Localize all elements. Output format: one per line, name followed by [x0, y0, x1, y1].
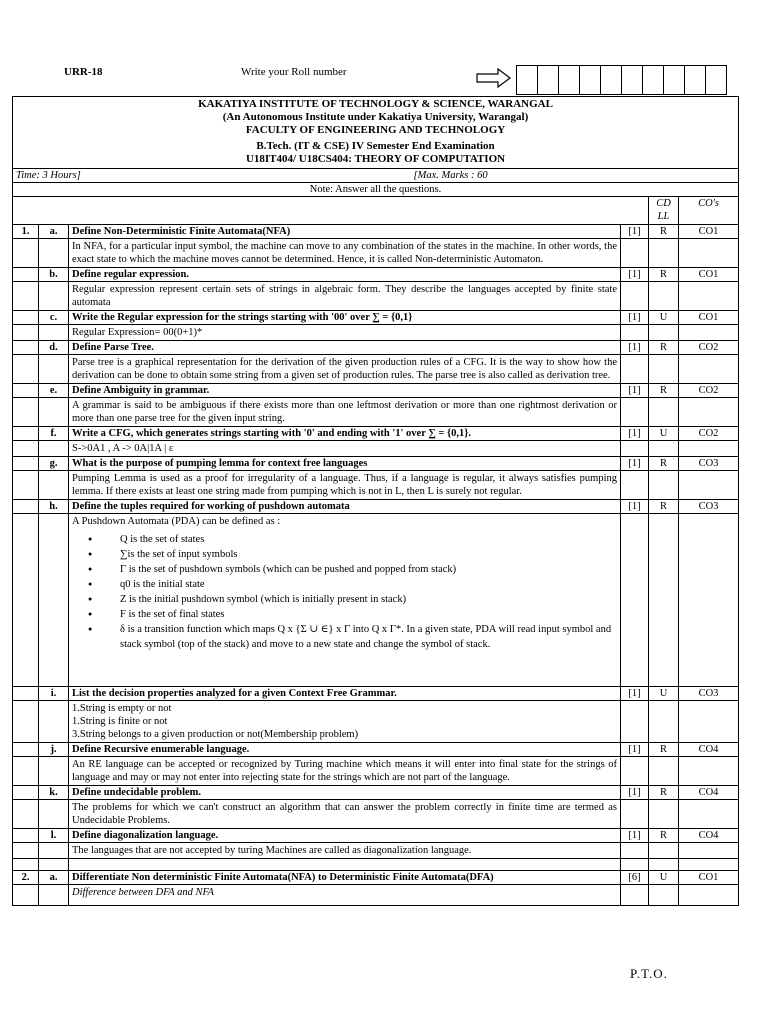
answer-row	[13, 514, 739, 687]
course-outcome: CO3	[679, 500, 739, 514]
question-row-e	[13, 384, 739, 398]
roll-box[interactable]	[621, 65, 642, 95]
roll-box[interactable]	[537, 65, 558, 95]
answer-text: Parse tree is a graphical representation for the derivation of the given production rules of a CFG. It is the way to show how the derivation can be done to obtain some string from a given set of production rules. The parse tree is also called as derivation tree.	[69, 355, 621, 384]
answer-text: The problems for which we can't construct an algorithm that can answer the problem correctly in finite time are termed as Undecidable Problems.	[69, 800, 621, 829]
marks: [1]	[621, 268, 649, 282]
cdll-level: R	[649, 268, 679, 282]
cdll-level: R	[649, 225, 679, 239]
list-item: 1.String is empty or not	[72, 703, 172, 714]
sub-question-letter: h.	[39, 500, 69, 514]
roll-box[interactable]	[579, 65, 600, 95]
list-item: 3.String belongs to a given production or not(Membership problem)	[72, 729, 359, 740]
course-outcome: CO2	[679, 341, 739, 355]
question-number	[13, 341, 39, 355]
course-outcome: CO1	[679, 871, 739, 885]
top-header	[0, 62, 768, 96]
cdll-level: R	[649, 786, 679, 800]
answer-row	[13, 355, 739, 384]
question-row-j	[13, 743, 739, 757]
marks: [1]	[621, 341, 649, 355]
answer-text	[69, 701, 621, 743]
question-row-2a	[13, 871, 739, 885]
question-text: Define Non-Deterministic Finite Automata(NFA)	[69, 225, 621, 239]
answer-row	[13, 885, 739, 906]
marks-label: [Max. Marks : 60	[413, 170, 488, 181]
answer-row	[13, 282, 739, 311]
cdll-level: U	[649, 427, 679, 441]
question-text: Define diagonalization language.	[69, 829, 621, 843]
roll-box[interactable]	[705, 65, 727, 95]
marks: [6]	[621, 871, 649, 885]
course-outcome: CO4	[679, 743, 739, 757]
course-outcome: CO1	[679, 311, 739, 325]
question-row-a	[13, 225, 739, 239]
question-row-c	[13, 311, 739, 325]
course-outcome: CO4	[679, 829, 739, 843]
roll-box[interactable]	[684, 65, 705, 95]
answer-text: An RE language can be accepted or recognized by Turing machine which means it will enter into final state for the strings of language and may or may not enter into rejecting state for the strings which are not part of the language.	[69, 757, 621, 786]
marks: [1]	[621, 687, 649, 701]
answer-row	[13, 398, 739, 427]
time-label: Time: 3 Hours]	[16, 170, 81, 181]
sub-question-letter: k.	[39, 786, 69, 800]
faculty-line: FACULTY OF ENGINEERING AND TECHNOLOGY	[245, 124, 506, 136]
institute-name: KAKATIYA INSTITUTE OF TECHNOLOGY & SCIENCE, WARANGAL	[198, 98, 553, 110]
question-row-d	[13, 341, 739, 355]
question-text: Write a CFG, which generates strings starting with '0' and ending with '1' over ∑ = {0,1}.	[69, 427, 621, 441]
list-item: ● ∑is the set of input symbols	[120, 547, 617, 562]
pda-tuple-list	[72, 532, 617, 652]
roll-box[interactable]	[663, 65, 684, 95]
question-text: Define Ambiguity in grammar.	[69, 384, 621, 398]
course-line: U18IT404/ U18CS404: THEORY OF COMPUTATION	[245, 153, 506, 165]
answer-text: Pumping Lemma is used as a proof for irregularity of a language. Thus, if a language is regular, it always satisfies pumping lemma. If there exists at least one string made from pumping which is not in L, then L is surely not regular.	[69, 471, 621, 500]
cdll-level: R	[649, 829, 679, 843]
answer-row	[13, 441, 739, 457]
list-item: ● Z is the initial pushdown symbol (which is initially present in stack)	[120, 592, 617, 607]
cdll-level: R	[649, 341, 679, 355]
autonomous-line: (An Autonomous Institute under Kakatiya University, Warangal)	[222, 111, 529, 123]
question-number	[13, 743, 39, 757]
right-arrow-icon	[476, 68, 512, 88]
question-number: 1.	[13, 225, 39, 239]
question-number	[13, 311, 39, 325]
question-number	[13, 457, 39, 471]
course-outcome: CO2	[679, 427, 739, 441]
cdll-level: R	[649, 384, 679, 398]
sub-question-letter: b.	[39, 268, 69, 282]
course-outcome: CO2	[679, 384, 739, 398]
marks: [1]	[621, 457, 649, 471]
answer-row	[13, 471, 739, 500]
answer-row	[13, 239, 739, 268]
answer-text: Difference between DFA and NFA	[69, 885, 621, 906]
marks: [1]	[621, 829, 649, 843]
list-item: 1.String is finite or not	[72, 716, 168, 727]
question-paper-table	[12, 96, 739, 906]
roll-box[interactable]	[558, 65, 579, 95]
answer-text: The languages that are not accepted by turing Machines are called as diagonalization language.	[69, 843, 621, 859]
question-number	[13, 687, 39, 701]
sub-question-letter: c.	[39, 311, 69, 325]
sub-question-letter: i.	[39, 687, 69, 701]
question-text: Define Recursive enumerable language.	[69, 743, 621, 757]
answer-text	[69, 514, 621, 687]
marks: [1]	[621, 427, 649, 441]
question-row-f	[13, 427, 739, 441]
question-row-i	[13, 687, 739, 701]
question-number	[13, 786, 39, 800]
cdll-level: R	[649, 743, 679, 757]
question-text: Write the Regular expression for the strings starting with '00' over ∑ = {0,1}	[69, 311, 621, 325]
list-item: ● F is the set of final states	[120, 607, 617, 622]
question-row-h	[13, 500, 739, 514]
list-item: ● δ is a transition function which maps Q x {Σ ∪ ∈} x Γ into Q x Γ*. In a given state, PDA will read input symbol and stack symbol (top of the stack) and move to a new state and change the symbol of stack.	[120, 622, 617, 652]
answer-row	[13, 701, 739, 743]
question-number	[13, 268, 39, 282]
roll-number-boxes[interactable]	[516, 65, 727, 95]
marks: [1]	[621, 384, 649, 398]
sub-question-letter: f.	[39, 427, 69, 441]
answer-row	[13, 757, 739, 786]
sub-question-letter: a.	[39, 871, 69, 885]
cdll-header: CD LL	[649, 197, 679, 225]
roll-box[interactable]	[600, 65, 621, 95]
pto-label: P.T.O.	[630, 966, 668, 981]
exam-line: B.Tech. (IT & CSE) IV Semester End Examination	[256, 140, 495, 152]
question-number	[13, 829, 39, 843]
marks: [1]	[621, 786, 649, 800]
cos-header: CO's	[679, 197, 739, 225]
question-number: 2.	[13, 871, 39, 885]
course-outcome: CO3	[679, 457, 739, 471]
question-text: Define the tuples required for working of pushdown automata	[69, 500, 621, 514]
question-text: Define Parse Tree.	[69, 341, 621, 355]
list-item: ● q0 is the initial state	[120, 577, 617, 592]
pda-intro: A Pushdown Automata (PDA) can be defined as :	[72, 516, 281, 527]
question-row-k	[13, 786, 739, 800]
question-row-b	[13, 268, 739, 282]
course-outcome: CO4	[679, 786, 739, 800]
note-row	[13, 183, 739, 197]
cdll-level: U	[649, 871, 679, 885]
question-text: What is the purpose of pumping lemma for context free languages	[69, 457, 621, 471]
roll-box[interactable]	[642, 65, 663, 95]
sub-question-letter: g.	[39, 457, 69, 471]
marks: [1]	[621, 311, 649, 325]
course-outcome: CO3	[679, 687, 739, 701]
cdll-level: R	[649, 500, 679, 514]
marks: [1]	[621, 500, 649, 514]
cdll-level: R	[649, 457, 679, 471]
cdll-level: U	[649, 687, 679, 701]
roll-number-prompt: Write your Roll number	[241, 66, 347, 78]
roll-box[interactable]	[516, 65, 537, 95]
question-number	[13, 384, 39, 398]
course-outcome: CO1	[679, 225, 739, 239]
sub-question-letter: l.	[39, 829, 69, 843]
course-outcome: CO1	[679, 268, 739, 282]
scheme-code: URR-18	[64, 66, 103, 78]
list-item: ● Q is the set of states	[120, 532, 617, 547]
list-item: ● Γ is the set of pushdown symbols (which can be pushed and popped from stack)	[120, 562, 617, 577]
column-header-row	[13, 197, 739, 225]
answer-row	[13, 843, 739, 859]
institute-header-row	[13, 97, 739, 169]
answer-row	[13, 325, 739, 341]
spacer-row	[13, 859, 739, 871]
question-row-l	[13, 829, 739, 843]
question-row-g	[13, 457, 739, 471]
question-text: List the decision properties analyzed for a given Context Free Grammar.	[69, 687, 621, 701]
sub-question-letter: a.	[39, 225, 69, 239]
time-marks-row	[13, 169, 739, 183]
note: Note: Answer all the questions.	[13, 183, 739, 197]
sub-question-letter: e.	[39, 384, 69, 398]
marks: [1]	[621, 225, 649, 239]
marks: [1]	[621, 743, 649, 757]
answer-text: A grammar is said to be ambiguous if there exists more than one leftmost derivation or more than one rightmost derivation or more than one parse tree for the given input string.	[69, 398, 621, 427]
answer-row	[13, 800, 739, 829]
answer-text: Regular expression represent certain sets of strings in algebraic form. They describe the languages accepted by finite state automata	[69, 282, 621, 311]
answer-text: S->0A1 , A -> 0A|1A | ε	[69, 441, 621, 457]
answer-text: In NFA, for a particular input symbol, the machine can move to any combination of the states in the machine. In other words, the exact state to which the machine moves cannot be determined. Hence, it is called Non-deterministic Automaton.	[69, 239, 621, 268]
question-text: Define regular expression.	[69, 268, 621, 282]
question-number	[13, 500, 39, 514]
cdll-level: U	[649, 311, 679, 325]
sub-question-letter: d.	[39, 341, 69, 355]
question-text: Differentiate Non deterministic Finite Automata(NFA) to Deterministic Finite Automata(DFA)	[69, 871, 621, 885]
answer-text: Regular Expression= 00(0+1)*	[69, 325, 621, 341]
question-number	[13, 427, 39, 441]
sub-question-letter: j.	[39, 743, 69, 757]
question-text: Define undecidable problem.	[69, 786, 621, 800]
